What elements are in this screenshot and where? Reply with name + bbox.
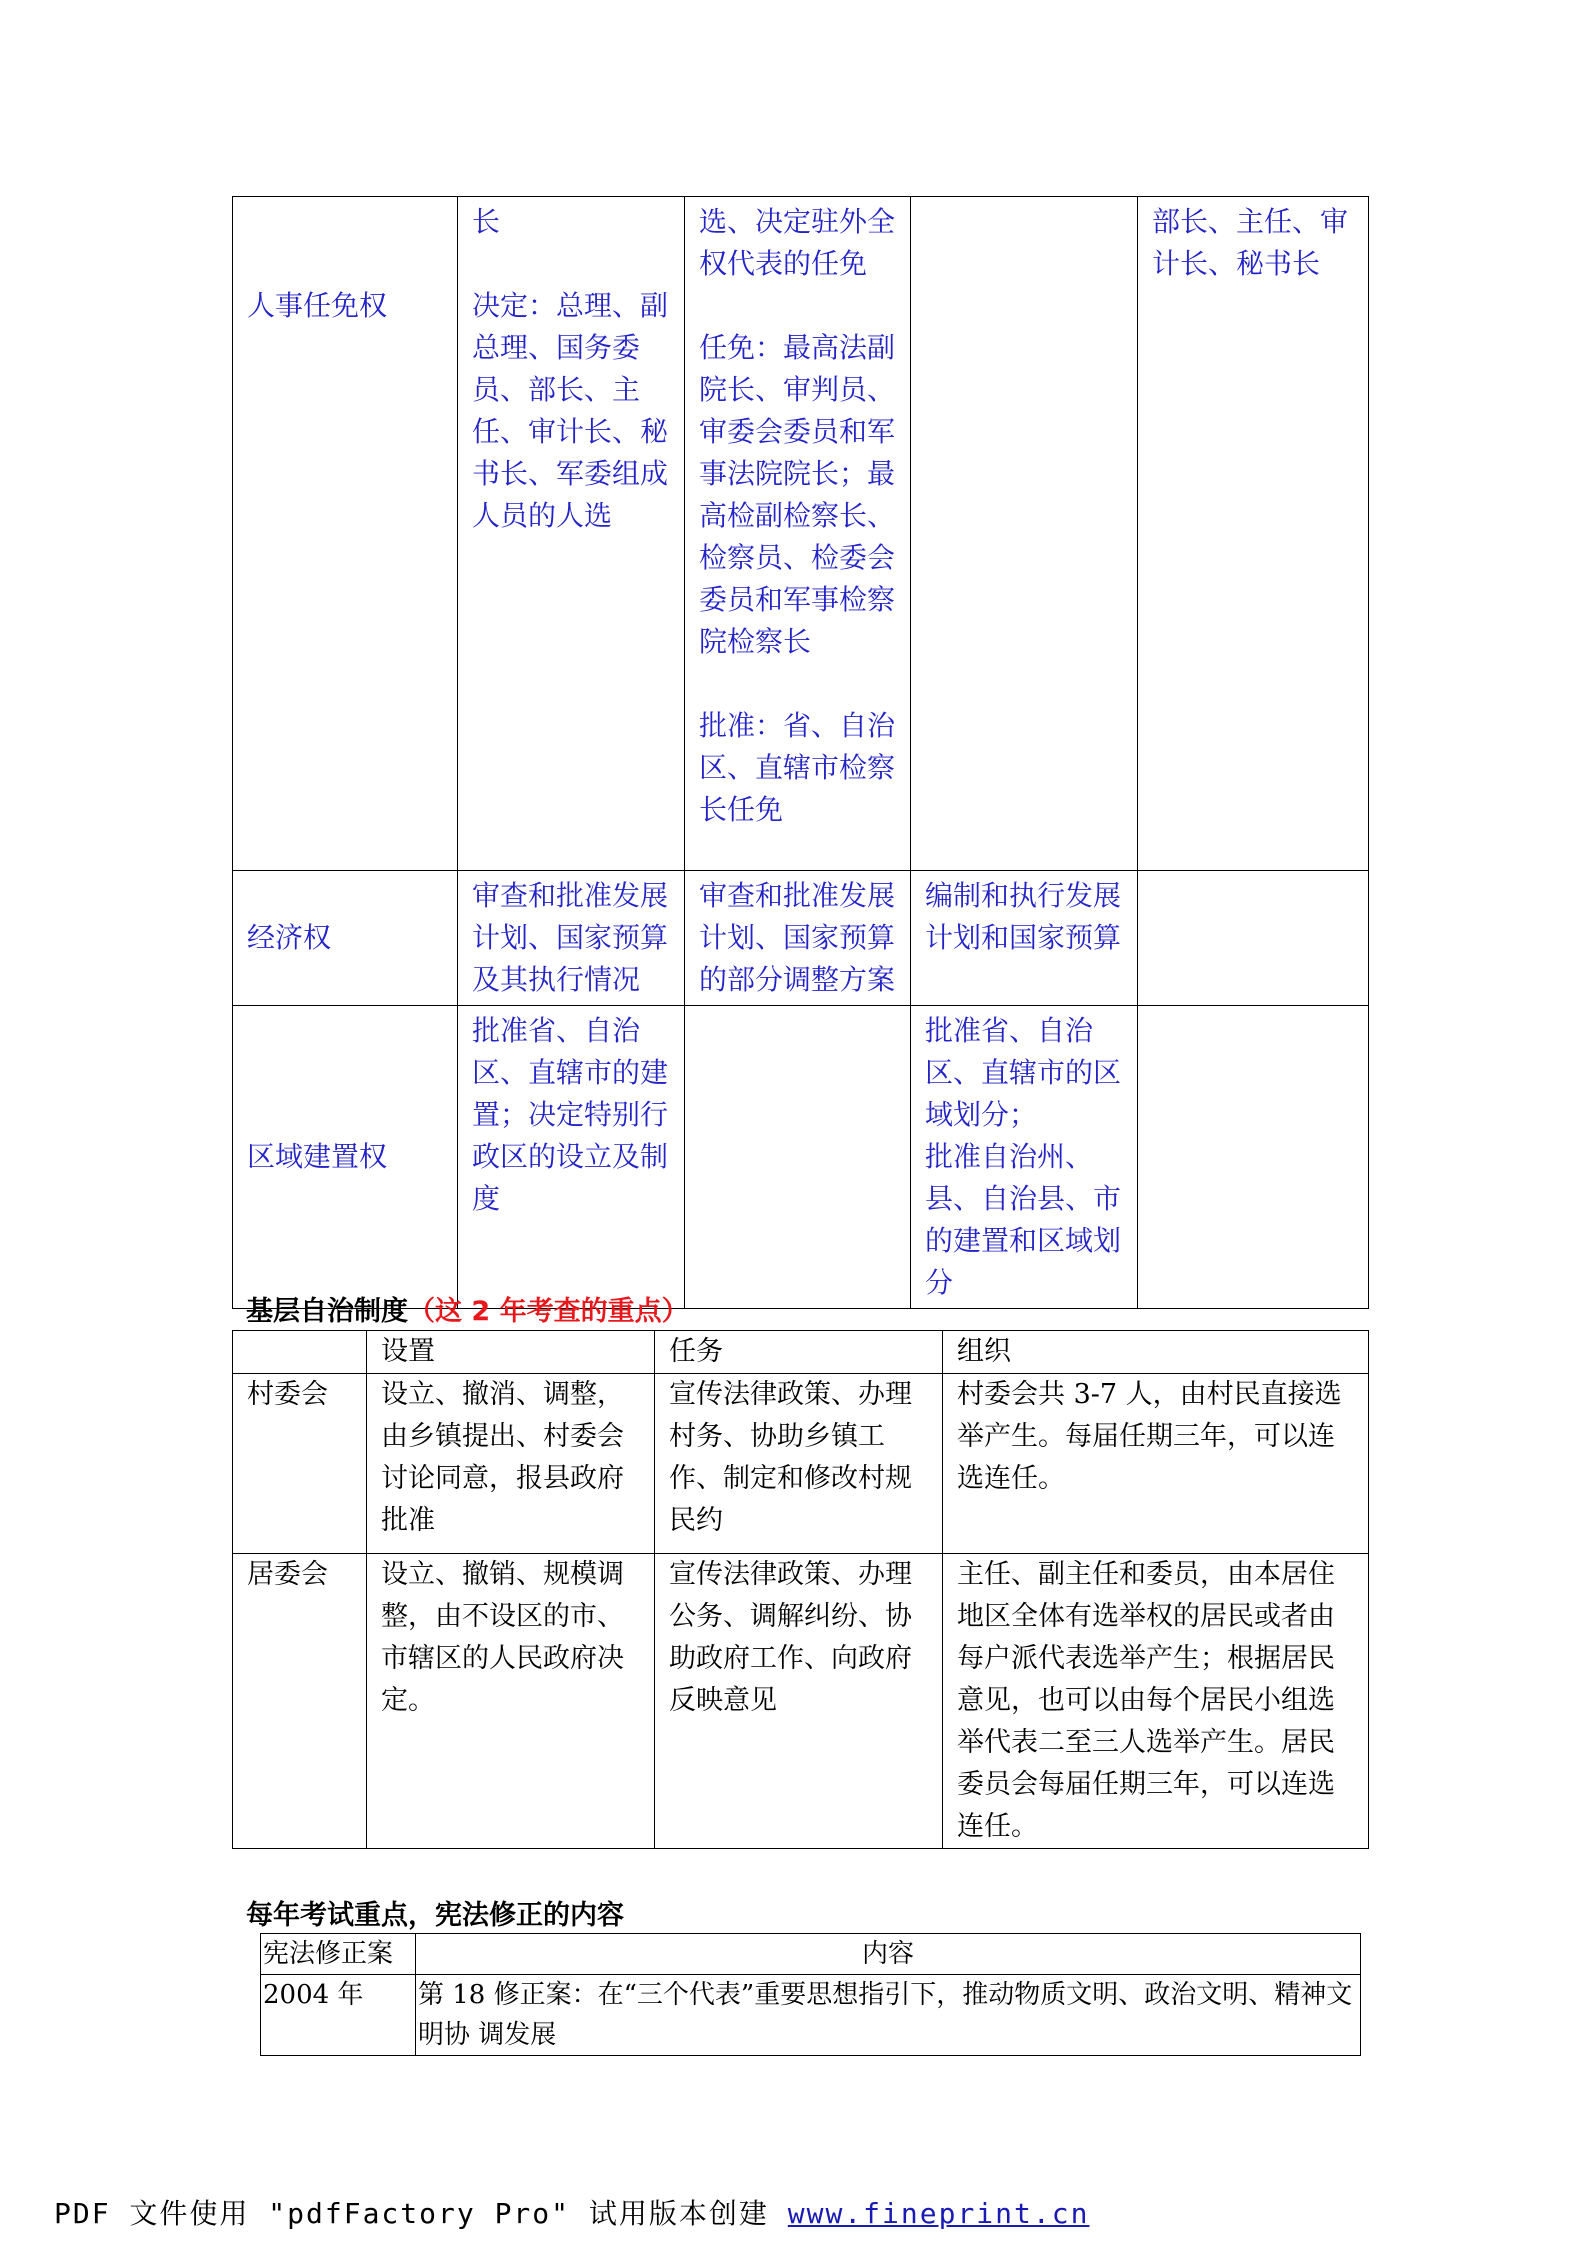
table-cell xyxy=(911,197,1138,871)
column-header: 组织 xyxy=(943,1331,1369,1374)
table-cell: 选、决定驻外全权代表的任免 任免：最高法副院长、审判员、审委会委员和军事法院院长；最高检副检察长、检察员、检委会委员和军事检察院检察长 批准：省、自治区、直辖市检察长任免 xyxy=(685,197,911,871)
row-label: 区域建置权 xyxy=(233,1006,458,1309)
amendment-table xyxy=(260,1933,1361,2056)
power-table xyxy=(232,196,1369,1309)
table-cell: 审查和批准发展计划、国家预算及其执行情况 xyxy=(458,871,685,1006)
table-cell: 批准省、自治区、直辖市的区域划分； 批准自治州、县、自治县、市的建置和区域划分 xyxy=(911,1006,1138,1309)
table-cell xyxy=(1138,871,1369,1006)
highlight-note: （这 2 年考查的重点） xyxy=(408,1296,689,1327)
table-cell xyxy=(1138,1006,1369,1309)
table-row xyxy=(233,1554,1369,1849)
table-cell xyxy=(685,1006,911,1309)
row-label: 人事任免权 xyxy=(233,197,458,871)
table-cell: 长 决定：总理、副总理、国务委员、部长、主任、审计长、秘书长、军委组成人员的人选 xyxy=(458,197,685,871)
pdf-footer xyxy=(54,2192,1089,2232)
footer-link[interactable]: www.fineprint.cn xyxy=(787,2197,1090,2230)
row-label: 经济权 xyxy=(233,871,458,1006)
table-cell: 第 18 修正案：在“三个代表”重要思想指引下，推动物质文明、政治文明、精神文明协 调发展 xyxy=(416,1975,1361,2056)
table-cell: 村委会共 3-7 人，由村民直接选举产生。每届任期三年，可以连选连任。 xyxy=(943,1374,1369,1554)
table-cell: 审查和批准发展计划、国家预算的部分调整方案 xyxy=(685,871,911,1006)
table-cell: 部长、主任、审计长、秘书长 xyxy=(1138,197,1369,871)
section-heading-amendments: 每年考试重点，宪法修正的内容 xyxy=(246,1900,624,1931)
table-cell: 批准省、自治区、直辖市的建置；决定特别行政区的设立及制度 xyxy=(458,1006,685,1309)
table-cell: 编制和执行发展计划和国家预算 xyxy=(911,871,1138,1006)
table-cell: 主任、副主任和委员，由本居住地区全体有选举权的居民或者由每户派代表选举产生；根据居民意见，也可以由每个居民小组选举代表二至三人选举产生。居民委员会每届任期三年，可以连选连任。 xyxy=(943,1554,1369,1849)
table-cell: 宣传法律政策、办理公务、调解纠纷、协助政府工作、向政府反映意见 xyxy=(655,1554,943,1849)
table-row xyxy=(233,1374,1369,1554)
row-label: 村委会 xyxy=(233,1374,367,1554)
table-row xyxy=(261,1975,1361,2056)
table-row xyxy=(233,197,1369,871)
table-header-row xyxy=(233,1331,1369,1374)
autonomy-table xyxy=(232,1330,1369,1849)
table-cell: 2004 年 xyxy=(261,1975,416,2056)
column-header: 宪法修正案 xyxy=(261,1934,416,1975)
section-heading-autonomy xyxy=(246,1289,689,1328)
row-label: 居委会 xyxy=(233,1554,367,1849)
column-header xyxy=(233,1331,367,1374)
table-header-row xyxy=(261,1934,1361,1975)
column-header: 任务 xyxy=(655,1331,943,1374)
table-cell: 设立、撤消、调整，由乡镇提出、村委会讨论同意，报县政府批准 xyxy=(367,1374,655,1554)
column-header: 内容 xyxy=(416,1934,1361,1975)
table-row xyxy=(233,1006,1369,1309)
footer-text: PDF 文件使用 "pdfFactory Pro" 试用版本创建 xyxy=(54,2197,788,2230)
section-title: 基层自治制度 xyxy=(246,1296,408,1327)
table-row xyxy=(233,871,1369,1006)
table-cell: 设立、撤销、规模调整，由不设区的市、市辖区的人民政府决定。 xyxy=(367,1554,655,1849)
column-header: 设置 xyxy=(367,1331,655,1374)
table-cell: 宣传法律政策、办理村务、协助乡镇工作、制定和修改村规民约 xyxy=(655,1374,943,1554)
